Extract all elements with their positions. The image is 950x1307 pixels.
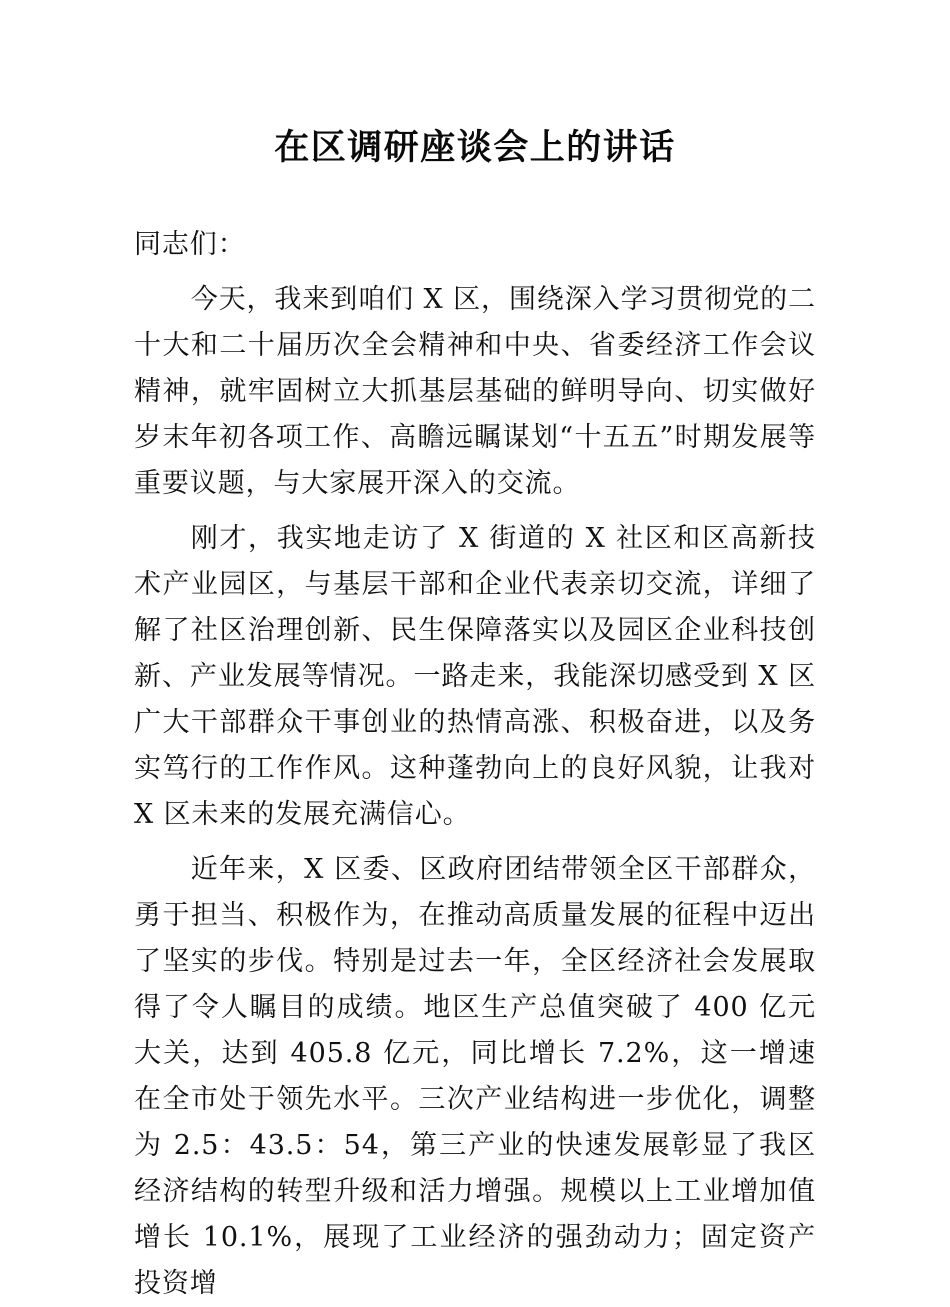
- document-body: [134, 222, 816, 1307]
- paragraph-3: 近年来，X 区委、区政府团结带领全区干部群众，勇于担当、积极作为，在推动高质量发展的征程中迈出了坚实的步伐。特别是过去一年，全区经济社会发展取得了令人瞩目的成绩。地区生产总值突破了 400 亿元大关，达到 405.8 亿元，同比增长 7.2%，这一增速在全市处于领先水平。三次产业结构进一步优化，调整为 2.5：43.5：54，第三产业的快速发展彰显了我区经济结构的转型升级和活力增强。规模以上工业增加值增长 10.1%，展现了工业经济的强劲动力；固定资产投资增: [134, 854, 816, 1299]
- paragraph-1: 今天，我来到咱们 X 区，围绕深入学习贯彻党的二十大和二十届历次全会精神和中央、省委经济工作会议精神，就牢固树立大抓基层基础的鲜明导向、切实做好岁末年初各项工作、高瞻远瞩谋划“十五五”时期发展等重要议题，与大家展开深入的交流。: [134, 284, 816, 499]
- paragraph-2: 刚才，我实地走访了 X 街道的 X 社区和区高新技术产业园区，与基层干部和企业代表亲切交流，详细了解了社区治理创新、民生保障落实以及园区企业科技创新、产业发展等情况。一路走来，我能深切感受到 X 区广大干部群众干事创业的热情高涨、积极奋进，以及务实笃行的工作作风。这种蓬勃向上的良好风貌，让我对 X 区未来的发展充满信心。: [134, 523, 816, 830]
- salutation-line: 同志们：: [134, 229, 246, 260]
- page-title: 在区调研座谈会上的讲话: [274, 128, 676, 169]
